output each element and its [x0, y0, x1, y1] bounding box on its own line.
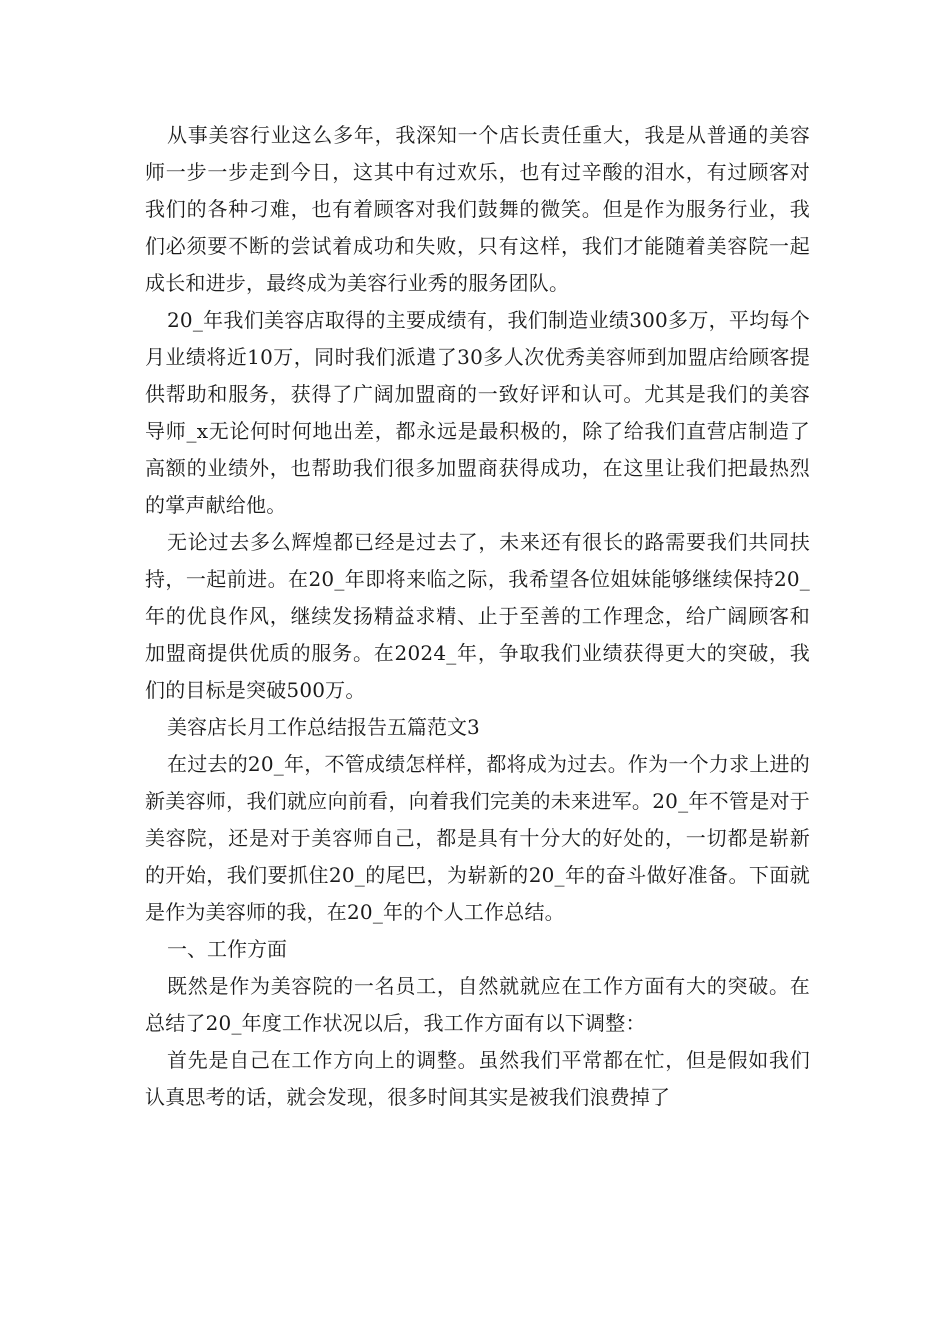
paragraph-future: 无论过去多么辉煌都已经是过去了，未来还有很长的路需要我们共同扶持，一起前进。在20_年即将来临之际，我希望各位姐妹能够继续保持20_年的优良作风，继续发扬精益求精、止于至善的工作理念，给广阔顾客和加盟商提供优质的服务。在2024_年，争取我们业绩获得更大的突破，我们的目标是突破500万。	[145, 530, 810, 702]
subheading-work: 一、工作方面	[167, 937, 287, 961]
paragraph-achievements: 20_年我们美容店取得的主要成绩有，我们制造业绩300多万，平均每个月业绩将近10万，同时我们派遣了30多人次优秀美容师到加盟店给顾客提供帮助和服务，获得了广阔加盟商的一致好评和认可。尤其是我们的美容导师_x无论何时何地出差，都永远是最积极的，除了给我们直营店制造了高额的业绩外，也帮助我们很多加盟商获得成功，在这里让我们把最热烈的掌声献给他。	[145, 308, 810, 517]
section-title: 美容店长月工作总结报告五篇范文3	[167, 715, 480, 739]
paragraph-summary-intro: 在过去的20_年，不管成绩怎样样，都将成为过去。作为一个力求上进的新美容师，我们就应向前看，向着我们完美的未来进军。20_年不管是对于美容院，还是对于美容师自己，都是具有十分大的好处的，一切都是崭新的开始，我们要抓住20_的尾巴，为崭新的20_年的奋斗做好准备。下面就是作为美容师的我，在20_年的个人工作总结。	[145, 752, 810, 924]
document-body	[145, 117, 810, 1116]
paragraph-intro: 从事美容行业这么多年，我深知一个店长责任重大，我是从普通的美容师一步一步走到今日，这其中有过欢乐，也有过辛酸的泪水，有过顾客对我们的各种刁难，也有着顾客对我们鼓舞的微笑。但是作为服务行业，我们必须要不断的尝试着成功和失败，只有这样，我们才能随着美容院一起成长和进步，最终成为美容行业秀的服务团队。	[145, 123, 810, 295]
paragraph-work-breakthrough: 既然是作为美容院的一名员工，自然就就应在工作方面有大的突破。在总结了20_年度工作状况以后，我工作方面有以下调整：	[145, 974, 810, 1035]
paragraph-work-adjustment: 首先是自己在工作方向上的调整。虽然我们平常都在忙，但是假如我们认真思考的话，就会发现，很多时间其实是被我们浪费掉了	[145, 1048, 810, 1109]
